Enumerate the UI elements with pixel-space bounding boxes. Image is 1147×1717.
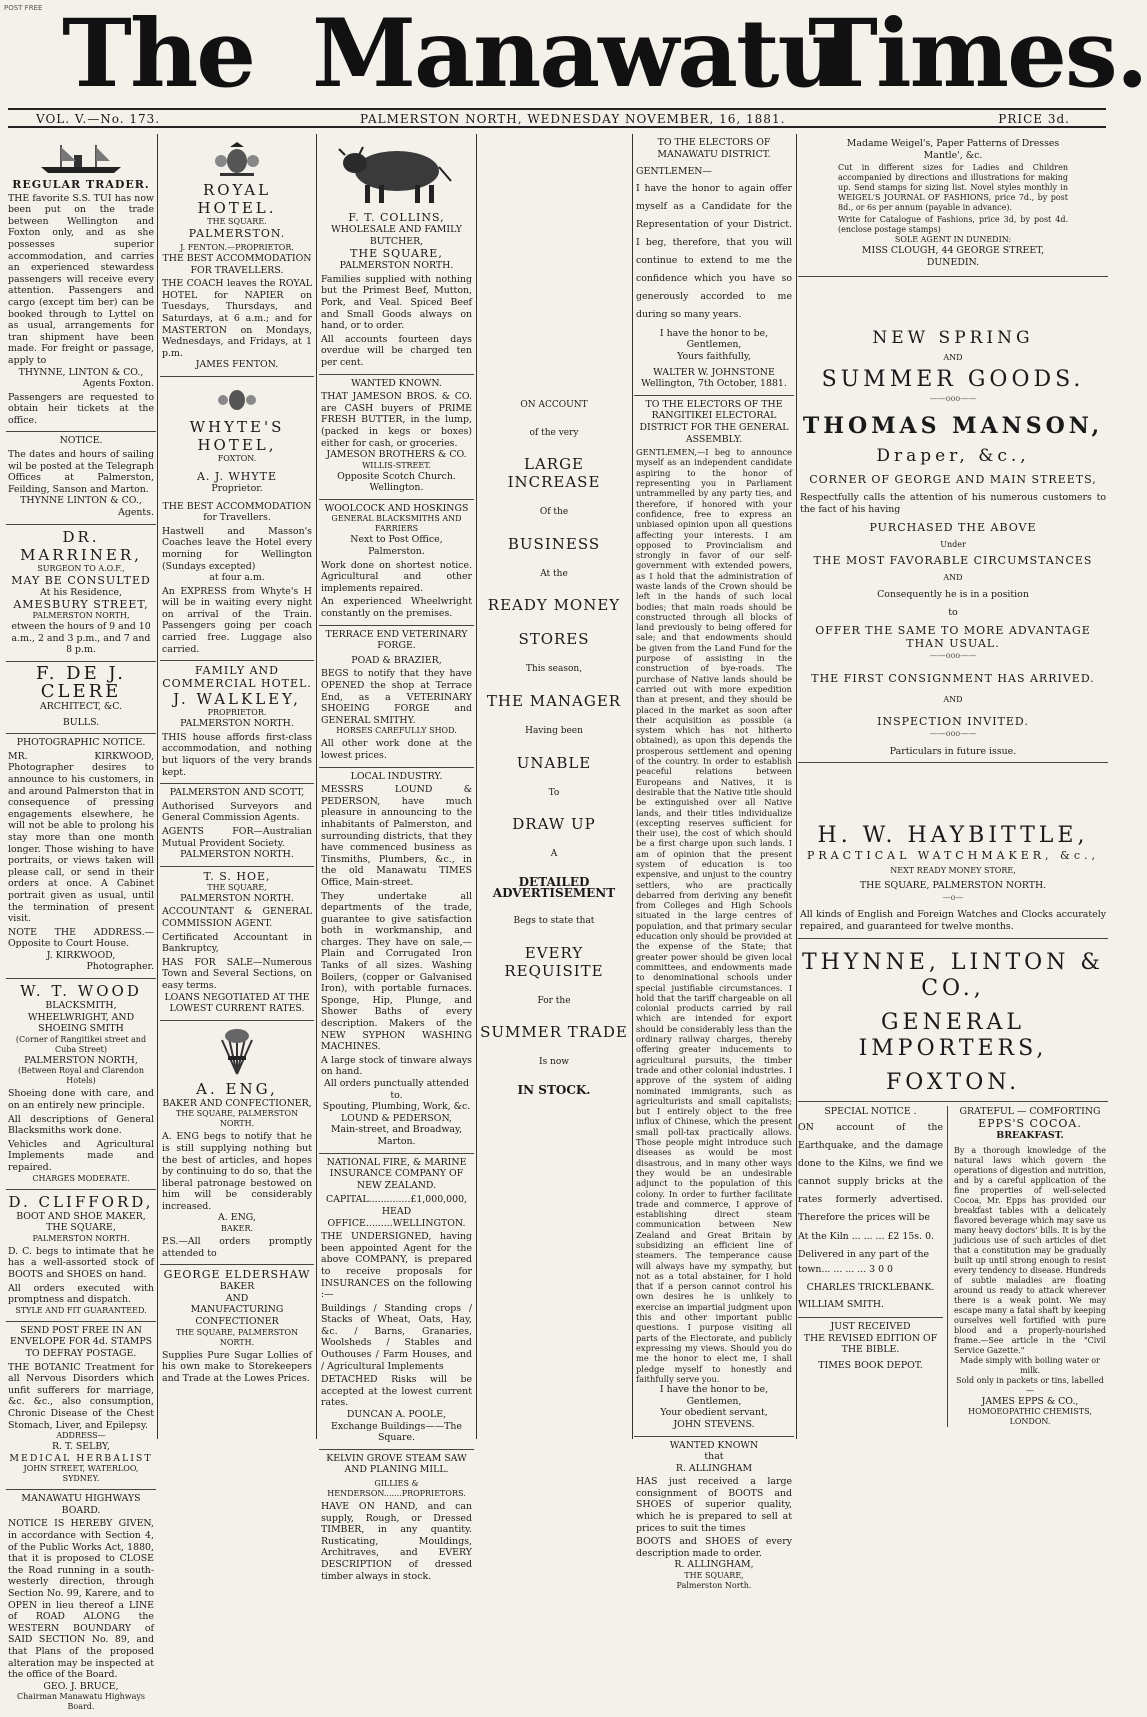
wood-body-2: All descriptions of General Blacksmiths work done. — [8, 1113, 154, 1137]
ad-manson — [798, 277, 1108, 763]
lound-sign: LOUND & PEDERSON, — [340, 1112, 453, 1124]
marriner-title: SURGEON TO A.O.F., — [37, 563, 125, 573]
clere-place: BULLS. — [62, 716, 100, 728]
wood-body-1: Shoeing done with care, and on an entirely new principle. — [8, 1088, 154, 1112]
manson-name: THOMAS MANSON, — [802, 412, 1104, 439]
lound-street: Main-street, and Broadway, Marton. — [330, 1124, 463, 1147]
masthead-name: Manawatu — [312, 0, 844, 109]
walkley-head-1: FAMILY AND — [195, 664, 279, 678]
photo-sign: J. KIRKWOOD, — [46, 949, 116, 961]
marriner-street: AMESBURY STREET, — [13, 598, 149, 612]
ad-royal-hotel — [160, 134, 314, 377]
stevens-close-2: Gentlemen, — [686, 1395, 742, 1407]
johnstone-date: Wellington, 7th October, 1881. — [641, 378, 787, 390]
manson-sep-2: ——ooo—— — [929, 651, 977, 661]
epps-sub: BREAKFAST. — [996, 1130, 1064, 1142]
hoe-name: T. S. HOE, — [203, 869, 271, 883]
national-body: THE UNDERSIGNED, having been appointed Agent for the above COMPANY, is prepared to receive proposals for INSURANCES on the following :— — [321, 1231, 472, 1301]
epps-body: By a thorough knowledge of the natural laws which govern the operations of digestion and nutrition, and by a careful application of the fine properties of well-selected Cocoa, Mr. Epps has provided our breakfast tables with a delicately flavored beverage which may save us many heavy doctors' bills. It is by the judicious use of such articles of diet that a constitution may be gradually built up until strong enough to resist every tendency to disease. Hundreds of subtle maladies are floating around us ready to attack wherever there is a weak point. We may escape many a fatal shaft by keeping ourselves well fortified with pure blood and a properly-nourished frame.—See article in the "Civil Service Gazette." — [954, 1145, 1106, 1355]
national-office: HEAD OFFICE.........WELLINGTON. — [327, 1205, 466, 1229]
ad-regular-trader — [6, 134, 156, 432]
column-6 — [798, 134, 1108, 1439]
manson-line-1: NEW SPRING — [872, 328, 1034, 349]
royal-town: PALMERSTON. — [188, 227, 286, 240]
woolcock-next: Next to Post Office, Palmerston. — [350, 534, 443, 558]
ready-money-line-16: DETAILED ADVERTISEMENT — [492, 874, 616, 901]
lound-body-5: Spouting, Plumbing, Work, &c. — [322, 1101, 471, 1113]
epps-sign: JAMES EPPS & CO., — [981, 1395, 1079, 1407]
bottom-ads-row — [798, 1102, 1108, 1428]
royal-prop: J. FENTON.—PROPRIETOR. — [180, 243, 294, 252]
ready-money-line-17: Begs to state that — [513, 915, 595, 926]
kelvin-heading: KELVIN GROVE STEAM SAW AND PLANING MILL. — [326, 1452, 467, 1476]
manson-p5: Consequently he is in a position — [877, 589, 1029, 601]
collins-note: All accounts fourteen days overdue will be charged ten per cent. — [321, 333, 472, 368]
wood-name: W. T. WOOD — [20, 982, 142, 1001]
stevens-sign: JOHN STEVENS. — [673, 1418, 755, 1430]
terrace-heading: TERRACE END VETERINARY FORGE. — [325, 628, 468, 652]
allingham-sign: R. ALLINGHAM, — [674, 1559, 754, 1571]
clifford-guarantee: STYLE AND FIT GUARANTEED. — [15, 1305, 147, 1315]
manson-sep-1: ——ooo—— — [929, 394, 977, 404]
botanic-sign: R. T. SELBY, — [51, 1441, 111, 1453]
lound-body-2: They undertake all departments of the trade, guarantee to give satisfaction both in workmanship, and charges. They have on sale,— Plain and Corrugated Iron Tanks of all sizes. Washing Boilers, (copper or Galvanised Iron), with portable furnaces. Sponge, Hip, Plunge, and Shower Baths of every description. Makers of the NEW SYPHON WASHING MACHINES. — [321, 890, 472, 1053]
terrace-sub: POAD & BRAZIER, — [351, 654, 442, 666]
haybittle-body: All kinds of English and Foreign Watches and Clocks accurately repaired, and guaranteed for twelve months. — [800, 909, 1106, 932]
weigel-heading: Madame Weigel's, Paper Patterns of Dresses Mantle', &c. — [846, 138, 1060, 161]
ready-money-line-21: Is now — [539, 1057, 569, 1068]
scott-name: PALMERSTON AND SCOTT, — [169, 787, 305, 799]
ad-eng — [160, 1021, 314, 1266]
wheatsheaf-icon — [214, 1028, 260, 1076]
national-list: Buildings / Standing crops / Stacks of Wheat, Oats, Hay, &c. / Barns, Granaries, Woolsheds / Stables and Outhouses / Farm Houses, and / Agricultural Implements — [321, 1302, 472, 1372]
whyte-name: WHYTE'S — [189, 417, 285, 436]
johnstone-close-2: Gentlemen, — [686, 339, 742, 351]
dateline — [8, 108, 1106, 128]
ready-money-line-18: EVERY REQUISITE — [504, 943, 604, 980]
ad-marriner — [6, 525, 156, 662]
epps-role: HOMOEOPATHIC CHEMISTS, LONDON. — [968, 1407, 1092, 1427]
hoe-sale: HAS FOR SALE—Numerous Town and Several Sections, on easy terms. — [162, 956, 312, 991]
clifford-place: THE SQUARE, — [46, 1222, 116, 1234]
whyte-coaches: Hastwell and Masson's Coaches leave the Hotel every morning for Wellington (Sundays excepted) — [162, 525, 312, 572]
highways-body: NOTICE IS HEREBY GIVEN, in accordance with Section 4, of the Public Works Act, 1880, that it is proposed to CLOSE the Road running in a south-westerly direction, through Section No. 99, Karere, and to OPEN in lieu thereof a LINE of ROAD ALONG the WESTERN BOUNDARY of SAID SECTION No. 89, and that Plans of the proposed alteration may be inspected at the office of the Board. — [8, 1518, 154, 1681]
johnstone-close-1: I have the honor to be, — [659, 327, 769, 339]
johnstone-heading: TO THE ELECTORS OF MANAWATU DISTRICT. — [657, 137, 771, 160]
jameson-heading: WANTED KNOWN. — [351, 377, 442, 389]
column-5 — [634, 134, 794, 1591]
column-1 — [6, 134, 156, 1712]
allingham-body-2: BOOTS and SHOES of every description made to order. — [636, 1536, 792, 1559]
notice-agents: Agents. — [118, 507, 154, 519]
whyte-express: An EXPRESS from Whyte's H will be in waiting every night on arrival of the Train. Passengers going per coach carried free. Luggage also carried. — [162, 585, 312, 655]
wood-between: (Between Royal and Clarendon Hotels) — [17, 1066, 145, 1086]
walkley-town: PALMERSTON NORTH. — [180, 718, 294, 730]
jameson-town: Wellington. — [369, 482, 424, 494]
manson-p7: OFFER THE SAME TO MORE ADVANTAGE THAN USUAL. — [815, 624, 1091, 651]
lound-body: MESSRS LOUND & PEDERSON, have much pleasure in announcing to the inhabitants of Palmerston, and surrounding districts, that they have commenced business as Tinsmiths, Plumbers, &c., in the old Manawatu TIMES Office, Main-street. — [321, 784, 472, 888]
collins-trade: WHOLESALE AND FAMILY BUTCHER, — [331, 224, 462, 247]
ad-botanic — [6, 1322, 156, 1491]
marriner-hours: etween the hours of 9 and 10 a.m., 2 and 3 p.m., and 7 and 8 p.m. — [11, 621, 151, 656]
scott-body: Authorised Surveyors and General Commission Agents. — [162, 800, 312, 824]
hoe-loans: LOANS NEGOTIATED AT THE LOWEST CURRENT RATES. — [164, 991, 310, 1015]
manson-trade: Draper, &c., — [876, 445, 1030, 466]
johnstone-body: I have the honor to again offer myself as a Candidate for the Representation of your District. I beg, therefore, that you will continue to extend to me the confidence which you have so generously accorded to me during so many years. — [636, 182, 792, 320]
manson-sep-3: ——ooo—— — [929, 728, 977, 738]
eng-ps: P.S.—All orders promptly attended to — [162, 1236, 312, 1259]
clifford-town: PALMERSTON NORTH. — [32, 1233, 130, 1243]
jameson-sign: JAMESON BROTHERS & CO. — [326, 449, 467, 461]
ready-money-line-9: This season, — [525, 664, 583, 675]
epps-sold: Sold only in packets or tins, labelled— — [956, 1375, 1104, 1395]
ready-money-line-11: Having been — [525, 725, 583, 736]
regular-trader-body: THE favorite S.S. TUI has now been put on the trade between Wellington and Foxton only, and as she possesses superior accommodation, and carries an experienced stewardess passengers will receive every attention. Passengers and cargo (except tim ber) can be booked through to Lyttel on as usual, arrangements for tran shipment have been made. For freight or passage, apply to — [8, 192, 154, 366]
thynne-line-2: GENERAL IMPORTERS, — [858, 1009, 1048, 1061]
johnstone-sign: WALTER W. JOHNSTONE — [653, 366, 775, 378]
walkley-head-2: COMMERCIAL HOTEL. — [162, 677, 312, 691]
ad-national — [319, 1154, 474, 1450]
photo-role: Photographer. — [86, 961, 154, 973]
ad-kelvin — [319, 1450, 474, 1587]
special-sign-1: CHARLES TRICKLEBANK. — [806, 1281, 935, 1293]
collins-body: Families supplied with nothing but the Primest Beef, Mutton, Pork, and Veal. Spiced Beef and Small Goods always on hand, or to order. — [321, 273, 472, 332]
bible-depot: TIMES BOOK DEPOT. — [818, 1359, 923, 1371]
marriner-town: PALMERSTON NORTH, — [32, 611, 130, 621]
lound-body-3: A large stock of tinware always on hand. — [321, 1054, 472, 1078]
ad-special-notice — [798, 1106, 948, 1428]
thynne-line-1: THYNNE, LINTON & CO., — [801, 949, 1104, 1001]
woolcock-name: WOOLCOCK AND HOSKINGS — [324, 502, 469, 514]
ready-money-line-15: A — [550, 849, 558, 860]
volume-number: VOL. V.—No. 173. — [36, 112, 161, 126]
manson-p3: THE MOST FAVORABLE CIRCUMSTANCES — [813, 554, 1093, 568]
ready-money-line-5: BUSINESS — [507, 534, 601, 553]
ad-wood — [6, 979, 156, 1190]
woolcock-trade: GENERAL BLACKSMITHS AND FARRIERS — [331, 514, 462, 534]
clifford-body-2: All orders executed with promptness and dispatch. — [8, 1282, 154, 1306]
highways-heading: MANAWATU HIGHWAYS BOARD. — [21, 1493, 141, 1516]
manson-p2: Under — [940, 540, 966, 550]
hoe-body: ACCOUNTANT & GENERAL COMMISSION AGENT. — [162, 906, 312, 929]
weigel-agent: SOLE AGENT IN DUNEDIN: — [894, 235, 1012, 245]
ad-woolcock — [319, 500, 474, 626]
marriner-consult: MAY BE CONSULTED — [11, 573, 151, 587]
ready-money-line-14: DRAW UP — [512, 815, 596, 834]
wood-trade: BLACKSMITH, WHEELWRIGHT, AND SHOEING SMITH — [27, 1000, 135, 1035]
eldershaw-body: Supplies Pure Sugar Lollies of his own make to Storekeepers and Trade at the Lowes Prices. — [162, 1349, 312, 1384]
highways-role: Chairman Manawatu Highways Board. — [17, 1692, 145, 1712]
manson-p10: INSPECTION INVITED. — [877, 714, 1029, 728]
allingham-place: THE SQUARE, — [684, 1571, 744, 1581]
jameson-street: WILLIS-STREET. — [362, 460, 431, 470]
weigel-body: Cut in different sizes for Ladies and Children accompanied by directions and illustrations for making up. Send stamps for sizing list. Novel styles monthly in WEIGEL'S JOURNAL OF FASHIONS, price 7d., by post 8d., or 6s per annum (payable in advance). — [838, 163, 1068, 213]
masthead-the: The — [62, 0, 255, 109]
regular-trader-heading: REGULAR TRADER. — [12, 178, 150, 191]
weigel-body-2: Write for Catalogue of Fashions, price 3d, by post 4d. (enclose postage stamps) — [838, 215, 1068, 235]
epps-name: EPPS'S COCOA. — [978, 1117, 1082, 1131]
ready-money-line-19: For the — [537, 995, 571, 1006]
eldershaw-trade-2: AND — [225, 1292, 249, 1304]
marriner-name: DR. MARRINER, — [20, 527, 142, 564]
ad-weigel — [798, 134, 1108, 277]
royal-best: THE BEST ACCOMMODATION FOR TRAVELLERS. — [162, 253, 312, 276]
ad-walkley — [160, 661, 314, 784]
ad-epps — [954, 1106, 1106, 1428]
wood-charges: CHARGES MODERATE. — [32, 1173, 130, 1183]
scott-town: PALMERSTON NORTH. — [180, 849, 294, 861]
column-4 — [478, 134, 630, 1439]
haybittle-name: H. W. HAYBITTLE, — [817, 823, 1089, 849]
column-rule — [476, 134, 477, 1439]
special-delivery: Delivered in any part of the — [798, 1248, 930, 1260]
clifford-body: D. C. begs to intimate that he has a well-assorted stock of BOOTS and SHOES on hand. — [8, 1245, 154, 1280]
allingham-town: Palmerston North. — [676, 1581, 752, 1591]
special-heading: SPECIAL NOTICE . — [824, 1105, 917, 1117]
clere-title: ARCHITECT, &C. — [39, 701, 123, 712]
haybittle-next: NEXT READY MONEY STORE, — [890, 866, 1016, 876]
hoe-town: PALMERSTON NORTH. — [180, 892, 294, 904]
allingham-name: R. ALLINGHAM — [675, 1462, 753, 1474]
collins-place: THE SQUARE, — [350, 247, 443, 261]
ad-collins — [319, 134, 474, 375]
royal-place: THE SQUARE. — [207, 217, 267, 226]
eng-body: A. ENG begs to notify that he is still supplying nothing but the best of articles, and hopes by continuing to do so, that the liberal patronage bestowed on him will be considerably increased. — [162, 1131, 312, 1212]
jameson-body: THAT JAMESON BROS. & CO. are CASH buyers of PRIME FRESH BUTTER, in the lump, (packed in kegs or boxes) either for cash, or groceries. — [321, 391, 472, 449]
wood-town: PALMERSTON NORTH, — [24, 1054, 138, 1066]
manson-body: Respectfully calls the attention of his numerous customers to the fact of his having — [800, 491, 1106, 515]
wood-body-3: Vehicles and Agricultural Implements made and repaired. — [8, 1138, 154, 1173]
ready-money-line-10: THE MANAGER — [486, 691, 622, 710]
manson-p4: AND — [943, 573, 963, 583]
ad-eldershaw — [160, 1265, 314, 1389]
ready-money-line-13: To — [548, 787, 560, 798]
ready-money-line-22: IN STOCK. — [517, 1082, 591, 1097]
eldershaw-name: GEORGE ELDERSHAW — [163, 1268, 311, 1282]
eldershaw-trade-1: BAKER — [219, 1281, 255, 1293]
stevens-close-1: I have the honor to be, — [659, 1384, 769, 1396]
wood-corner: (Corner of Rangitikei street and Cuba Street) — [15, 1034, 147, 1054]
ad-johnstone — [634, 134, 794, 396]
column-rule — [632, 134, 633, 1439]
special-sign-2: WILLIAM SMITH. — [798, 1299, 884, 1311]
allingham-body: HAS just received a large consignment of BOOTS and SHOES of superior quality, which he is prepared to sell at prices to suit the times — [636, 1476, 792, 1534]
terrace-body-2: All other work done at the lowest prices. — [321, 738, 472, 761]
ad-stevens — [634, 396, 794, 1437]
manson-p1: PURCHASED THE ABOVE — [869, 521, 1037, 535]
photo-heading: PHOTOGRAPHIC NOTICE. — [16, 737, 146, 749]
ad-hoe — [160, 867, 314, 1021]
royal-arms-icon — [215, 384, 259, 414]
epps-made: Made simply with boiling water or milk. — [960, 1355, 1100, 1375]
ready-money-line-12: UNABLE — [516, 753, 592, 772]
ad-clifford — [6, 1190, 156, 1322]
manson-p6: to — [948, 606, 958, 618]
allingham-heading: WANTED KNOWN — [669, 1439, 759, 1451]
masthead-times: Times. — [808, 0, 1147, 109]
national-place: Exchange Buildings——The Square. — [331, 1420, 462, 1444]
ad-clere — [6, 662, 156, 734]
ad-notice — [6, 432, 156, 524]
ready-money-line-20: SUMMER TRADE — [480, 1023, 628, 1042]
whyte-town: FOXTON. — [217, 453, 257, 463]
clere-name: F. DE J. CLERE — [36, 663, 126, 702]
royal-name: ROYAL HOTEL. — [197, 181, 277, 217]
eldershaw-trade-3: MANUFACTURING CONFECTIONER — [190, 1304, 284, 1328]
photo-body: MR. KIRKWOOD, Photographer desires to announce to his customers, in and around Palmerston that in consequence of pressing engagements elsewhere, he will not be able to prolong his stay more than one month longer. Those wishing to have portraits, or views taken will please call, or send in their orders at once. A Cabinet portrait given as usual, until the termination of present visit. — [8, 750, 154, 925]
national-risks: DETACHED Risks will be accepted at the lowest current rates. — [321, 1374, 472, 1409]
stevens-heading: TO THE ELECTORS OF THE RANGITIKEI ELECTORAL DISTRICT FOR THE GENERAL ASSEMBLY. — [639, 398, 789, 445]
photo-note: NOTE THE ADDRESS.—Opposite to Court House. — [8, 926, 154, 950]
ad-allingham — [634, 1437, 794, 1597]
hoe-cert: Certificated Accountant in Bankruptcy, — [162, 931, 312, 955]
eng-trade: BAKER AND CONFECTIONER, — [162, 1097, 312, 1109]
bible-line-1: JUST RECEIVED — [798, 1317, 943, 1333]
botanic-body: THE BOTANIC Treatment for all Nervous Disorders which unfit sufferers for marriage, &c. &c., also consumption, Chronic Disease of the Chest Stomach, Liver, and Epilepsy. — [8, 1361, 154, 1431]
ad-highways — [6, 1490, 156, 1717]
botanic-address: ADDRESS— — [56, 1431, 106, 1441]
walkley-prop: PROPRIETOR. — [207, 708, 267, 718]
notice-sign: THYNNE LINTON & CO., — [20, 495, 142, 507]
johnstone-greeting: GENTLEMEN— — [636, 166, 712, 178]
ready-money-line-1: ON ACCOUNT — [520, 400, 588, 410]
haybittle-place: THE SQUARE, PALMERSTON NORTH. — [859, 880, 1047, 892]
column-rule — [157, 134, 158, 1439]
ready-money-line-3: LARGE INCREASE — [507, 455, 601, 492]
ad-whyte — [160, 377, 314, 661]
price: PRICE 3d. — [998, 112, 1070, 126]
botanic-heading: SEND POST FREE IN AN ENVELOPE FOR 4d. STAMPS TO DEFRAY POSTAGE. — [9, 1324, 153, 1359]
ad-lound — [319, 768, 474, 1154]
ready-money-line-6: At the — [540, 568, 568, 579]
regular-trader-note: Passengers are requested to obtain heir tickets at the office. — [8, 391, 154, 426]
ad-scott — [160, 784, 314, 867]
scott-agents: AGENTS FOR—Australian Mutual Provident Society. — [162, 826, 312, 849]
haybittle-trade: PRACTICAL WATCHMAKER, &c., — [806, 849, 1099, 863]
walkley-name: J. WALKLEY, — [173, 690, 301, 709]
terrace-body: BEGS to notify that they have OPENED the shop at Terrace End, as a VETERINARY SHOEING FORGE and GENERAL SMITHY. — [321, 668, 472, 726]
allingham-that: that — [704, 1451, 724, 1463]
lound-heading: LOCAL INDUSTRY. — [350, 770, 443, 782]
eng-role: BAKER. — [220, 1224, 254, 1234]
manson-p8: THE FIRST CONSIGNMENT HAS ARRIVED. — [811, 671, 1095, 685]
thynne-line-3: FOXTON. — [885, 1069, 1021, 1095]
jameson-opp: Opposite Scotch Church. — [337, 470, 456, 482]
special-body: ON account of the Earthquake, and the damage done to the Kilns, we find we cannot supply bricks at the rates formerly advertised. Therefore the prices will be — [798, 1122, 943, 1224]
column-rule — [796, 134, 797, 1439]
masthead — [0, 0, 1147, 109]
kelvin-props: GILLIES & HENDERSON.......PROPRIETORS. — [327, 1479, 466, 1498]
national-capital: CAPITAL..............£1,000,000, — [325, 1194, 468, 1206]
regular-trader-agents: Agents Foxton. — [82, 378, 154, 390]
botanic-street: JOHN STREET, WATERLOO, SYDNEY. — [23, 1464, 139, 1484]
column-3 — [319, 134, 474, 1582]
notice-body: The dates and hours of sailing wil be posted at the Telegraph Offices at Palmerston, Feilding, Sanson and Marton. — [8, 449, 154, 495]
whyte-best: THE BEST ACCOMMODATION for Travellers. — [162, 500, 312, 524]
national-sign: DUNCAN A. POOLE, — [346, 1409, 447, 1421]
terrace-horses: HORSES CAREFULLY SHOD. — [336, 726, 457, 736]
kelvin-body: HAVE ON HAND, and can supply, Rough, or Dressed TIMBER, in any quantity. Rusticating, Mouldings, Architraves, and EVERY DESCRIPTION of dressed timber always in stock. — [321, 1501, 472, 1582]
national-heading: NATIONAL FIRE, & MARINE INSURANCE COMPANY OF NEW ZEALAND. — [326, 1156, 467, 1191]
woolcock-body-1: Work done on shortest notice. Agricultural and other implements repaired. — [321, 559, 472, 594]
eldershaw-place: THE SQUARE, PALMERSTON NORTH. — [175, 1327, 299, 1347]
special-kiln: At the Kiln ... ... ... £2 15s. 0. — [798, 1231, 935, 1243]
woolcock-body-2: An experienced Wheelwright constantly on the premises. — [321, 596, 472, 620]
manson-corner: CORNER OF GEORGE AND MAIN STREETS, — [809, 472, 1097, 486]
clifford-trade: BOOT AND SHOE MAKER, — [16, 1210, 146, 1222]
manson-line-2: AND — [943, 353, 963, 363]
lound-body-4: All orders punctually attended to. — [324, 1078, 469, 1101]
eng-name: A. ENG, — [196, 1079, 278, 1098]
whyte-prop: Proprietor. — [211, 482, 263, 494]
bull-engraving-icon — [337, 141, 457, 207]
ad-terrace — [319, 626, 474, 768]
column-2 — [160, 134, 314, 1439]
manson-p11: Particulars in future issue. — [889, 745, 1017, 757]
royal-sign: JAMES FENTON. — [195, 359, 279, 371]
eng-sign: A. ENG, — [218, 1212, 256, 1224]
manson-p9: AND — [943, 694, 963, 704]
weigel-name: MISS CLOUGH, 44 GEORGE STREET, DUNEDIN. — [861, 245, 1045, 268]
notice-heading: NOTICE. — [59, 435, 103, 447]
johnstone-close-3: Yours faithfully, — [677, 350, 751, 362]
haybittle-sep: —o— — [942, 892, 964, 902]
whyte-hotel: HOTEL, — [197, 435, 277, 454]
highways-sign: GEO. J. BRUCE, — [43, 1680, 119, 1692]
walkley-body: THIS house affords first-class accommodation, and nothing but liquors of the very brands kept. — [162, 731, 312, 778]
collins-name: F. T. COLLINS, — [348, 211, 445, 224]
column-rule — [316, 134, 317, 1439]
ready-money-line-2: of the very — [529, 427, 579, 438]
botanic-title: MEDICAL HERBALIST — [9, 1452, 153, 1464]
corner-note: POST FREE — [4, 4, 43, 12]
eng-place: THE SQUARE, PALMERSTON NORTH. — [175, 1109, 299, 1129]
ad-photographic — [6, 734, 156, 979]
place-date: PALMERSTON NORTH, WEDNESDAY NOVEMBER, 16, 1881. — [360, 112, 786, 126]
royal-coach: THE COACH leaves the ROYAL HOTEL for NAPIER on Tuesdays, Thursdays, and Saturdays, at 6 a.m.; and for MASTERTON on Mondays, Wednesdays, and Fridays, at 1 p.m. — [162, 278, 312, 359]
clifford-name: D. CLIFFORD, — [8, 1192, 154, 1211]
ad-jameson — [319, 375, 474, 500]
marriner-at: At his Residence, — [40, 586, 122, 598]
whyte-time: at four a.m. — [209, 572, 265, 584]
ready-money-line-7: READY MONEY — [487, 596, 621, 615]
stevens-body: GENTLEMEN,—I beg to announce myself as an independent candidate aspiring to the honor of representing you in Parliament untrammelled by any party ties, and therefore, if honored with your confidence, free to express an unbiased opinion upon all questions affecting your interests. I am opposed to Provincialism and strongly in favor of our self-government with extended powers, as I hold that the administration of waste lands of the Crown should be left in the hands of such local bodies; that main roads should be constructed through all blocks of land previously to being offered for sale; and that endowments should be given from the Land Fund for the purpose of assisting in the construction of bye-roads. The purchase of Native lands should be carried out with more expedition than at present, and they should be placed in the market as soon after their acquisition as possible (a system which has not hitherto obtained), as upon this depends the prosperous settlement and opening of the country. In order to establish peaceful relations between Europeans and Natives, it is desirable that the Native title should be extinguished over all Native lands, and their titles individualize (excepting reserves sufficient for their use), the cost of which should be a first charge upon such lands. I am of opinion that the present system of education is too expensive, and unjust to the country settlers, who are practically debarred from deriving any benefit from Colleges and High Schools situated in the large centres of population, and that primary secular education only should be provided at the expense of the State; that greater power should be given local committees, and endowments made to denominational schools under special justifiable circumstances. I hold that the tariff chargeable on all colonial products carried by rail which are intended for export should be considerably less than the ordinary railway charges, thereby offering greater inducements to agricultural pursuits, the timber trade and other colonial industries. I approve of the system of aiding nominated immigrants, such as agriculturists and small capitalists; but I entirely object to the free influx of Chinese, which the present small poll-tax practically allows. Those people might introduce such diseases as would be most disastrous, and in many other ways they would be an undesirable adjunct to the population of this colony. In order to further facilitate trade and commerce, I approve of establishing direct steam communication between New Zealand and Great Britain by subsidizing an efficient line of steamers. The temperance cause will always have my sympathy, but not as a total abstainer, for I hold that if a person cannot control his own desires he is unlikely to exercise an impartial judgment upon this and other important public questions. I purpose visiting all parts of the Electorate, and publicly expressing my views. Should you do me the honor to elect me, I shall pledge myself to honestly and faithfully serve you. — [636, 447, 792, 1384]
ready-money-line-4: Of the — [539, 507, 569, 518]
whyte-owner: A. J. WHYTE — [196, 469, 277, 483]
ad-thynne — [798, 939, 1108, 1102]
bible-line-2: THE REVISED EDITION OF THE BIBLE. — [803, 1332, 938, 1356]
hoe-place: THE SQUARE, — [207, 882, 267, 892]
epps-heading: GRATEFUL — COMFORTING — [959, 1105, 1101, 1117]
special-town: town... ... ... ... 3 0 0 — [798, 1264, 894, 1276]
regular-trader-sign: THYNNE, LINTON & CO., — [18, 366, 144, 378]
collins-town: PALMERSTON NORTH. — [339, 260, 454, 272]
manson-line-3: SUMMER GOODS. — [821, 367, 1085, 393]
ready-money-line-8: STORES — [518, 630, 590, 649]
ad-haybittle — [798, 763, 1108, 938]
royal-arms-icon — [212, 141, 262, 177]
stevens-close-3: Your obedient servant, — [660, 1407, 768, 1419]
steamship-engraving-icon — [36, 141, 126, 175]
